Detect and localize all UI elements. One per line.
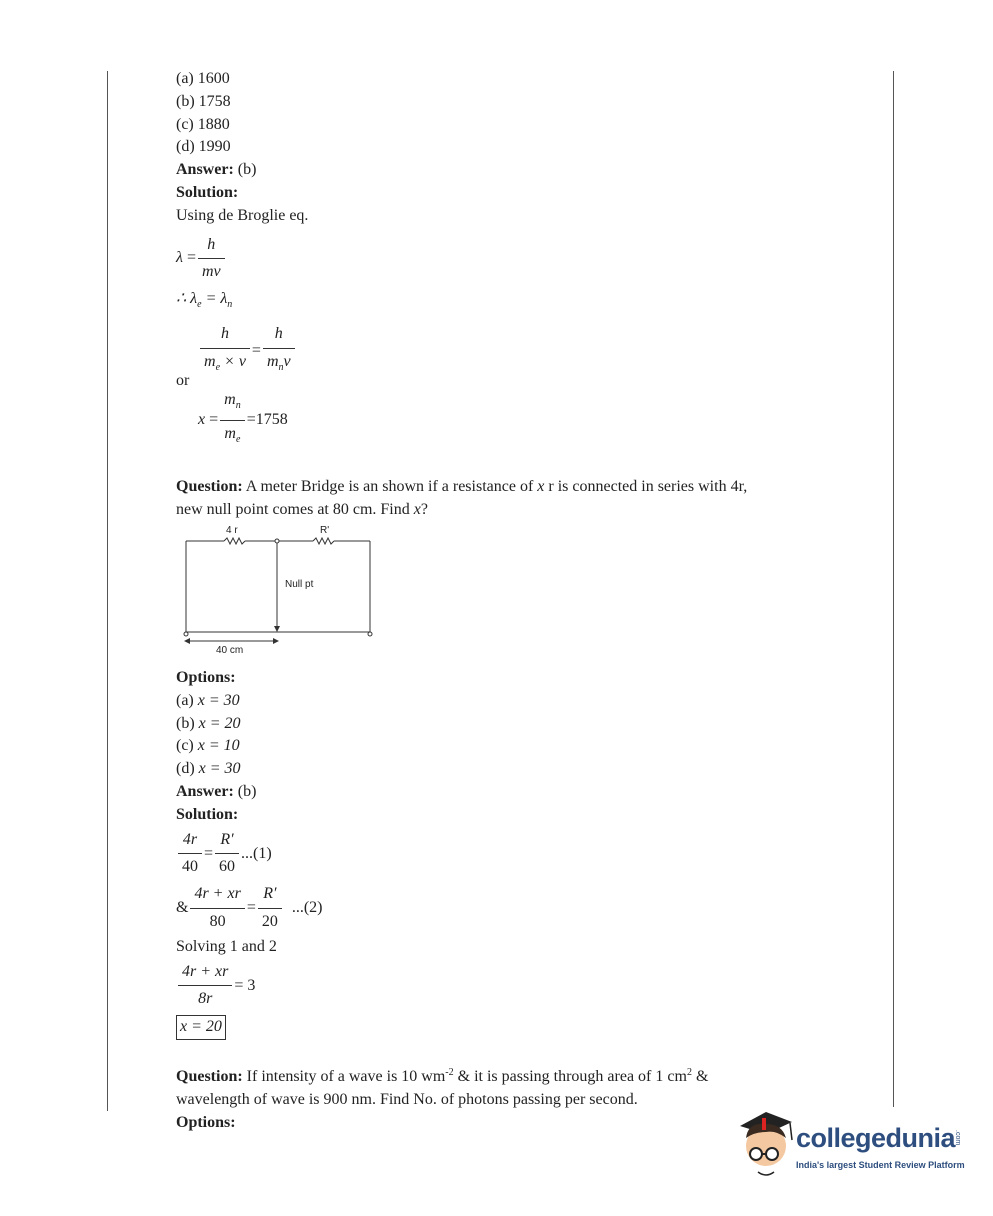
momentum-equality: $\frac{h}{m_e \times v}$ = $\frac{h}{m_nv}$ — [198, 323, 866, 380]
q3-question-line2: wavelength of wave is 900 nm. Find No. of photons passing per second. — [176, 1090, 638, 1108]
wavelength-equality: ∴ $\lambda_e = \lambda_n$ — [176, 290, 233, 311]
or-text: or — [176, 371, 190, 389]
equation-1: $\frac{4r}{40}$ = $\frac{R'}{60}$ ...(1) — [176, 829, 866, 880]
q2-question-line2: new null point comes at 80 cm. Find x? — [176, 500, 428, 518]
q2-option-d: (d) x = 30 — [176, 760, 241, 778]
q1-option-d: (d) 1990 — [176, 138, 231, 156]
resistor-r-prime-icon — [313, 538, 334, 544]
q1-option-a: (a) 1600 — [176, 70, 230, 87]
answer-value: (b) — [237, 783, 257, 801]
q1-answer — [176, 159, 866, 182]
right-margin-line — [893, 71, 894, 1107]
question-label: Question: — [176, 477, 243, 495]
q1-option-c: (c) 1880 — [176, 115, 230, 133]
answer-value: (b) — [237, 161, 257, 179]
resistor-4r-label: 4 r — [226, 525, 238, 537]
length-label: 40 cm — [216, 645, 244, 656]
page-content — [176, 68, 866, 1134]
q1-solution-intro: Using de Broglie eq. — [176, 206, 309, 224]
q2-solution-label: Solution: — [176, 805, 239, 823]
question-label: Question: — [176, 1068, 243, 1086]
equation-2: & $\frac{4r + xr}{80}$ = $\frac{R'}{20}$ ...(2) — [176, 885, 323, 931]
brand-dotcom: .com — [954, 1130, 961, 1146]
q3-question-line1: Question: If intensity of a wave is 10 $wm^{-2}$ & it is passing through area of 1 $cm^2$ & — [176, 1067, 709, 1086]
q3-options-label: Options: — [176, 1113, 236, 1131]
q2-option-b: (b) x = 20 — [176, 714, 241, 732]
left-margin-line — [107, 71, 108, 1111]
resistor-r-prime-label: R' — [320, 525, 330, 537]
resistor-4r-icon — [224, 538, 245, 544]
q1-option-b: (b) 1758 — [176, 92, 231, 110]
equation-3: $\frac{4r + xr}{8r}$ = 3 — [176, 961, 866, 1012]
mass-ratio-equation: x = $\frac{m_n}{m_e}$ =1758 — [198, 390, 288, 445]
q2-question-line1: Question: A meter Bridge is an shown if a resistance of x r is connected in series with 4r, — [176, 477, 748, 495]
answer-label: Answer: — [176, 161, 234, 179]
jockey-arrow-icon — [274, 626, 280, 632]
q2-option-c: (c) x = 10 — [176, 737, 240, 755]
brand-tagline: India's largest Student Review Platform — [796, 1160, 965, 1170]
brand-name: collegedunia — [796, 1123, 956, 1153]
final-answer-box: x = 20 — [176, 1015, 866, 1040]
debroglie-equation: λ = $\frac{h}{mv}$ — [176, 234, 866, 285]
q1-solution-label: Solution: — [176, 183, 239, 201]
meter-bridge-diagram — [178, 523, 388, 655]
q2-answer — [176, 781, 866, 804]
q2-options-label: Options: — [176, 669, 236, 687]
null-point-label: Null pt — [285, 579, 314, 591]
result-value: =1758 — [246, 410, 288, 428]
solving-text: Solving 1 and 2 — [176, 937, 277, 955]
answer-label: Answer: — [176, 783, 234, 801]
q2-option-a: (a) x = 30 — [176, 691, 240, 709]
